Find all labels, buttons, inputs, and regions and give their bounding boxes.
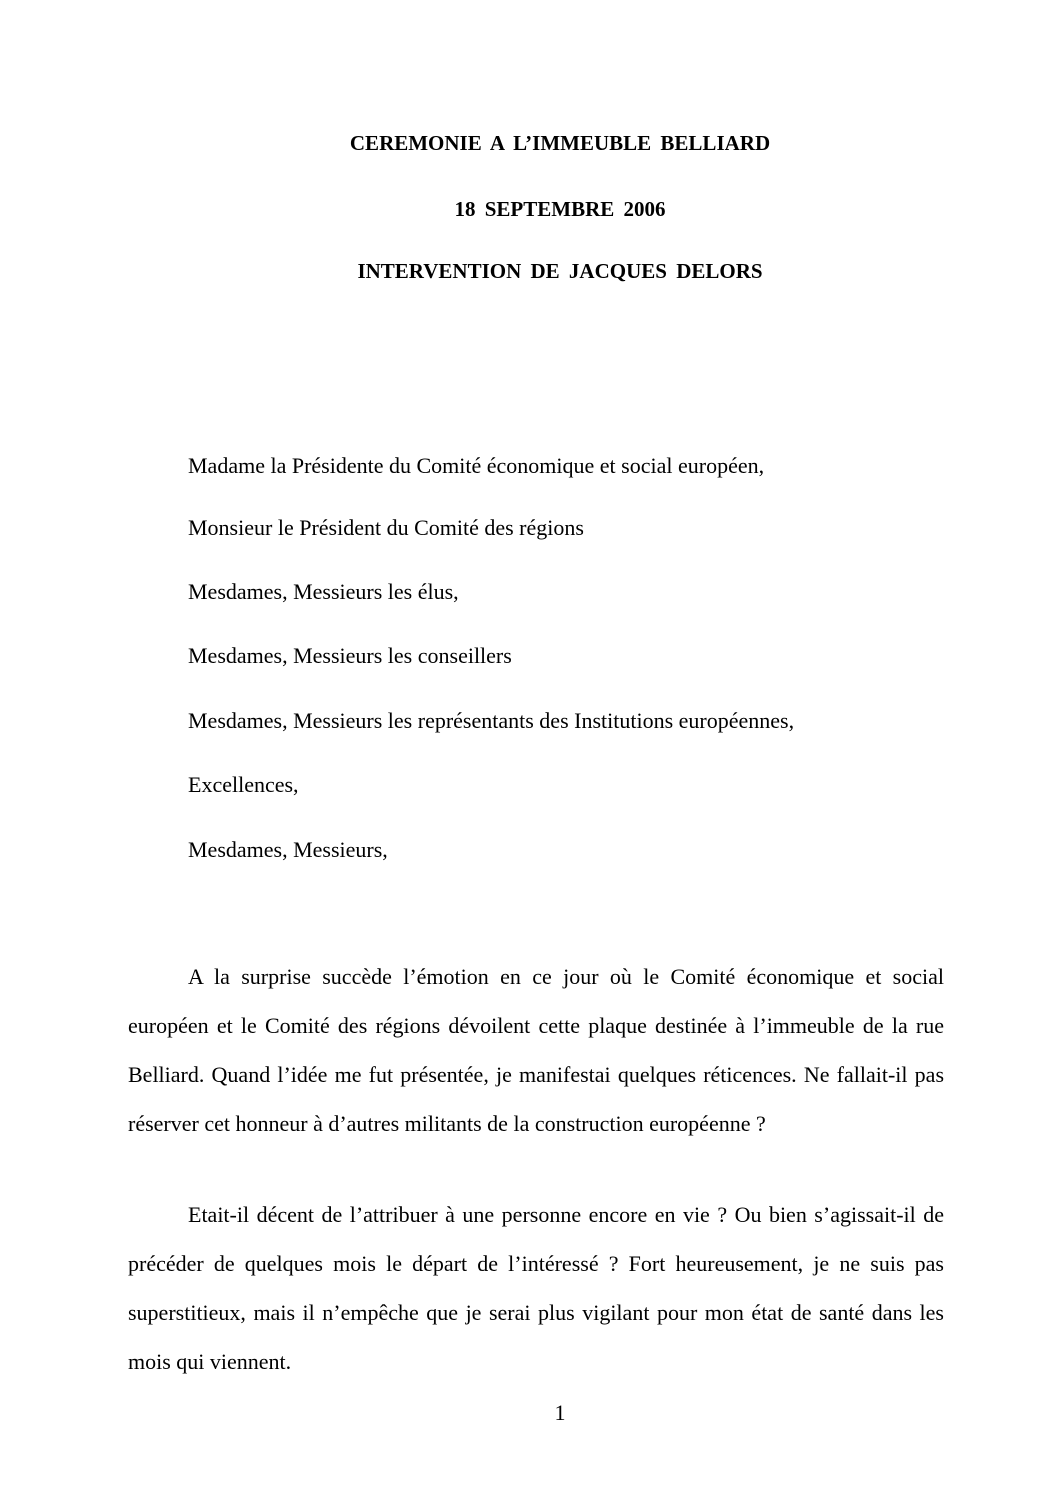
salutation-line: Madame la Présidente du Comité économique et social européen, (188, 453, 765, 478)
salutation-line: Monsieur le Président du Comité des régions (188, 515, 584, 540)
document-title: CEREMONIE A L’IMMEUBLE BELLIARD (349, 131, 771, 155)
document-date: 18 SEPTEMBRE 2006 (454, 197, 666, 221)
salutation-line: Mesdames, Messieurs les élus, (188, 579, 459, 604)
salutation-line: Mesdames, Messieurs, (188, 837, 388, 862)
salutation-line: Excellences, (188, 772, 299, 797)
page-number: 1 (554, 1400, 566, 1425)
document-subtitle: INTERVENTION DE JACQUES DELORS (357, 259, 763, 283)
salutation-line: Mesdames, Messieurs les conseillers (188, 643, 512, 668)
salutation-line: Mesdames, Messieurs les représentants des Institutions européennes, (188, 708, 795, 733)
body-paragraph: Etait-il décent de l’attribuer à une personne encore en vie ? Ou bien s’agissait-il de précéder de quelques mois le départ de l’intéressé ? Fort heureusement, je ne suis pas superstitieux, mais il n’empêche que je serai plus vigilant pour mon état de santé dans les mois qui viennent. (128, 1202, 944, 1374)
body-paragraph: A la surprise succède l’émotion en ce jour où le Comité économique et social européen et le Comité des régions dévoilent cette plaque destinée à l’immeuble de la rue Belliard. Quand l’idée me fut présentée, je manifestai quelques réticences. Ne fallait-il pas réserver cet honneur à d’autres militants de la construction européenne ? (128, 964, 944, 1136)
